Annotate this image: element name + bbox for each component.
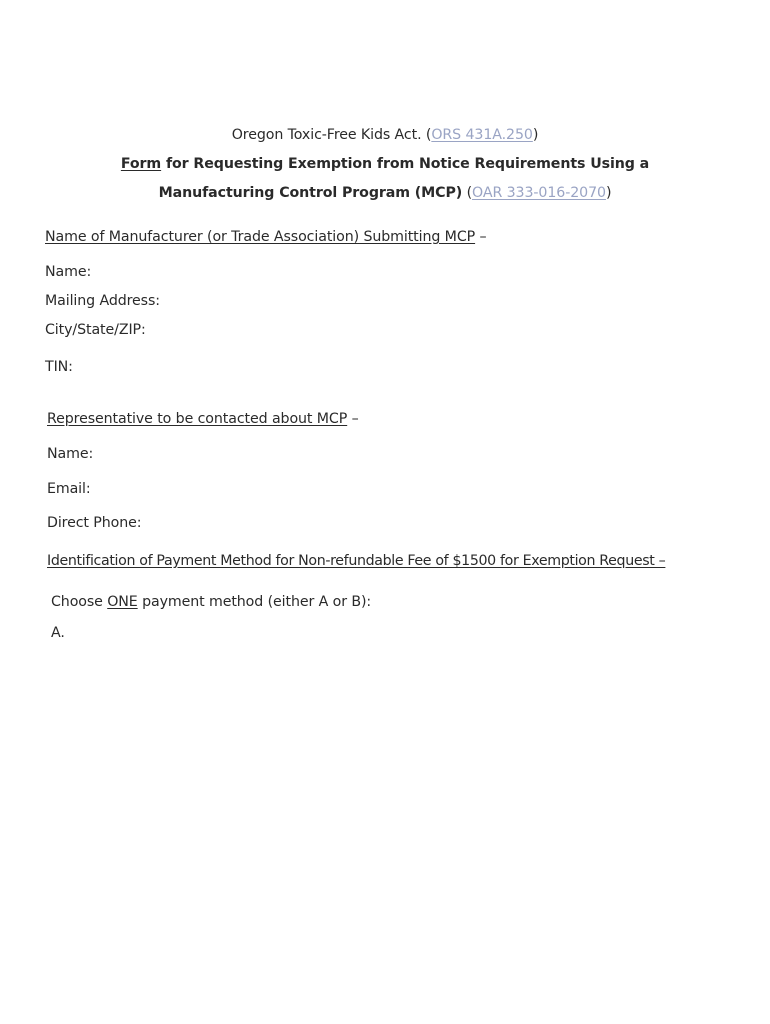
direct-phone-label: Direct Phone: bbox=[47, 515, 142, 531]
representative-name-label: Name: bbox=[47, 446, 94, 462]
payment-heading-text: Identification of Payment Method for Non-refundable Fee of $1500 for Exemption Request – bbox=[47, 553, 666, 569]
mailing-address-label: Mailing Address: bbox=[45, 293, 160, 309]
form-title-rest: for Requesting Exemption from Notice Requirements Using a bbox=[161, 156, 650, 172]
form-word: Form bbox=[120, 156, 162, 172]
mcp-title: Manufacturing Control Program (MCP) bbox=[158, 185, 463, 201]
city-state-zip-label: City/State/ZIP: bbox=[45, 322, 146, 338]
representative-heading-dash: – bbox=[347, 411, 359, 427]
oar-link[interactable]: OAR 333-016-2070 bbox=[472, 185, 606, 201]
mcp-title-between: ( bbox=[462, 185, 473, 201]
choose-prefix: Choose bbox=[51, 594, 108, 610]
ors-link[interactable]: ORS 431A.250 bbox=[431, 127, 533, 143]
option-a-label: A. bbox=[51, 625, 65, 641]
act-title-suffix: ) bbox=[532, 127, 539, 143]
manufacturer-heading bbox=[45, 228, 487, 246]
choose-one-emphasis: ONE bbox=[107, 594, 138, 610]
choose-payment-line bbox=[51, 593, 371, 611]
form-title-line bbox=[0, 155, 770, 173]
manufacturer-heading-text: Name of Manufacturer (or Trade Association) Submitting MCP bbox=[45, 229, 476, 245]
email-label: Email: bbox=[47, 481, 91, 497]
mcp-title-suffix: ) bbox=[605, 185, 612, 201]
tin-label: TIN: bbox=[45, 359, 73, 375]
act-title-prefix: Oregon Toxic-Free Kids Act. ( bbox=[231, 127, 432, 143]
representative-heading bbox=[47, 410, 359, 428]
manufacturer-heading-dash: – bbox=[475, 229, 487, 245]
representative-heading-text: Representative to be contacted about MCP bbox=[47, 411, 348, 427]
payment-heading bbox=[47, 552, 665, 570]
mcp-title-line bbox=[0, 184, 770, 202]
manufacturer-name-label: Name: bbox=[45, 264, 92, 280]
choose-suffix: payment method (either A or B): bbox=[137, 594, 372, 610]
act-title-line bbox=[0, 126, 770, 144]
